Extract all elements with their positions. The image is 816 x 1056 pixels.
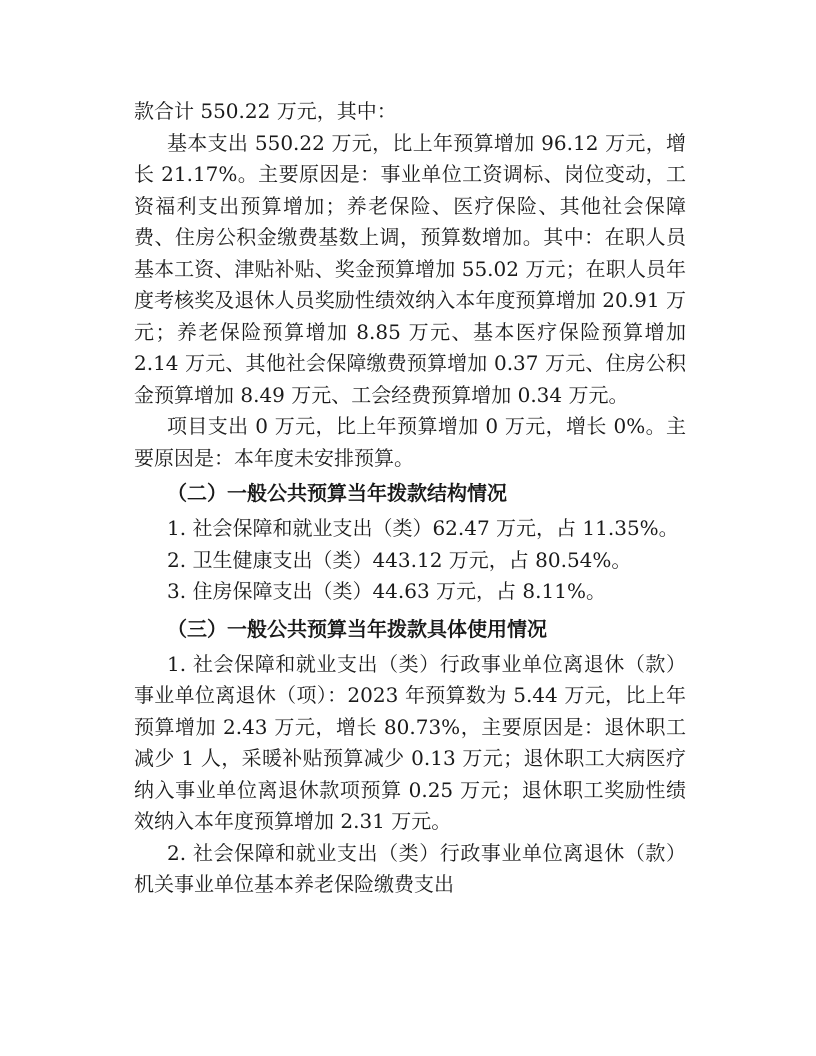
section-heading-structure: （二）一般公共预算当年拨款结构情况	[167, 481, 507, 505]
section-heading-usage: （三）一般公共预算当年拨款具体使用情况	[167, 616, 547, 641]
structure-item-3: 3. 住房保障支出（类）44.63 万元，占 8.11%。	[167, 579, 606, 603]
paragraph-basic-expenditure: 基本支出 550.22 万元，比上年预算增加 96.12 万元，增长 21.17%。主要原因是：事业单位工资调标、岗位变动，工资福利支出预算增加；养老保险、医疗保险、其他社会保障费、住房公积金缴费基数上调，预算数增加。其中：在职人员基本工资、津贴补贴、奖金预算增加 55.02 万元；在职人员年度考核奖及退休人员奖励性绩效纳入本年度预算增加 20.91 万元；养老保险预算增加 8.85 万元、基本医疗保险预算增加 2.14 万元、其他社会保障缴费预算增加 0.37 万元、住房公积金预算增加 8.49 万元、工会经费预算增加 0.34 万元。	[134, 130, 686, 407]
document-body	[134, 96, 686, 901]
usage-item-1: 1. 社会保障和就业支出（类）行政事业单位离退休（款）事业单位离退休（项）：2023 年预算数为 5.44 万元，比上年预算增加 2.43 万元，增长 80.73%，主要原因是：退休职工减少 1 人，采暖补贴预算减少 0.13 万元；退休职工大病医疗纳入事业单位离退休款项预算 0.25 万元；退休职工奖励性绩效纳入本年度预算增加 2.31 万元。	[134, 651, 686, 833]
paragraph-total: 款合计 550.22 万元，其中：	[134, 99, 397, 123]
structure-item-1: 1. 社会保障和就业支出（类）62.47 万元，占 11.35%。	[167, 516, 679, 540]
usage-item-2: 2. 社会保障和就业支出（类）行政事业单位离退休（款）机关事业单位基本养老保险缴费支出	[134, 840, 686, 896]
paragraph-project-expenditure: 项目支出 0 万元，比上年预算增加 0 万元，增长 0%。主要原因是：本年度未安排预算。	[134, 414, 686, 470]
structure-item-2: 2. 卫生健康支出（类）443.12 万元，占 80.54%。	[167, 547, 632, 572]
